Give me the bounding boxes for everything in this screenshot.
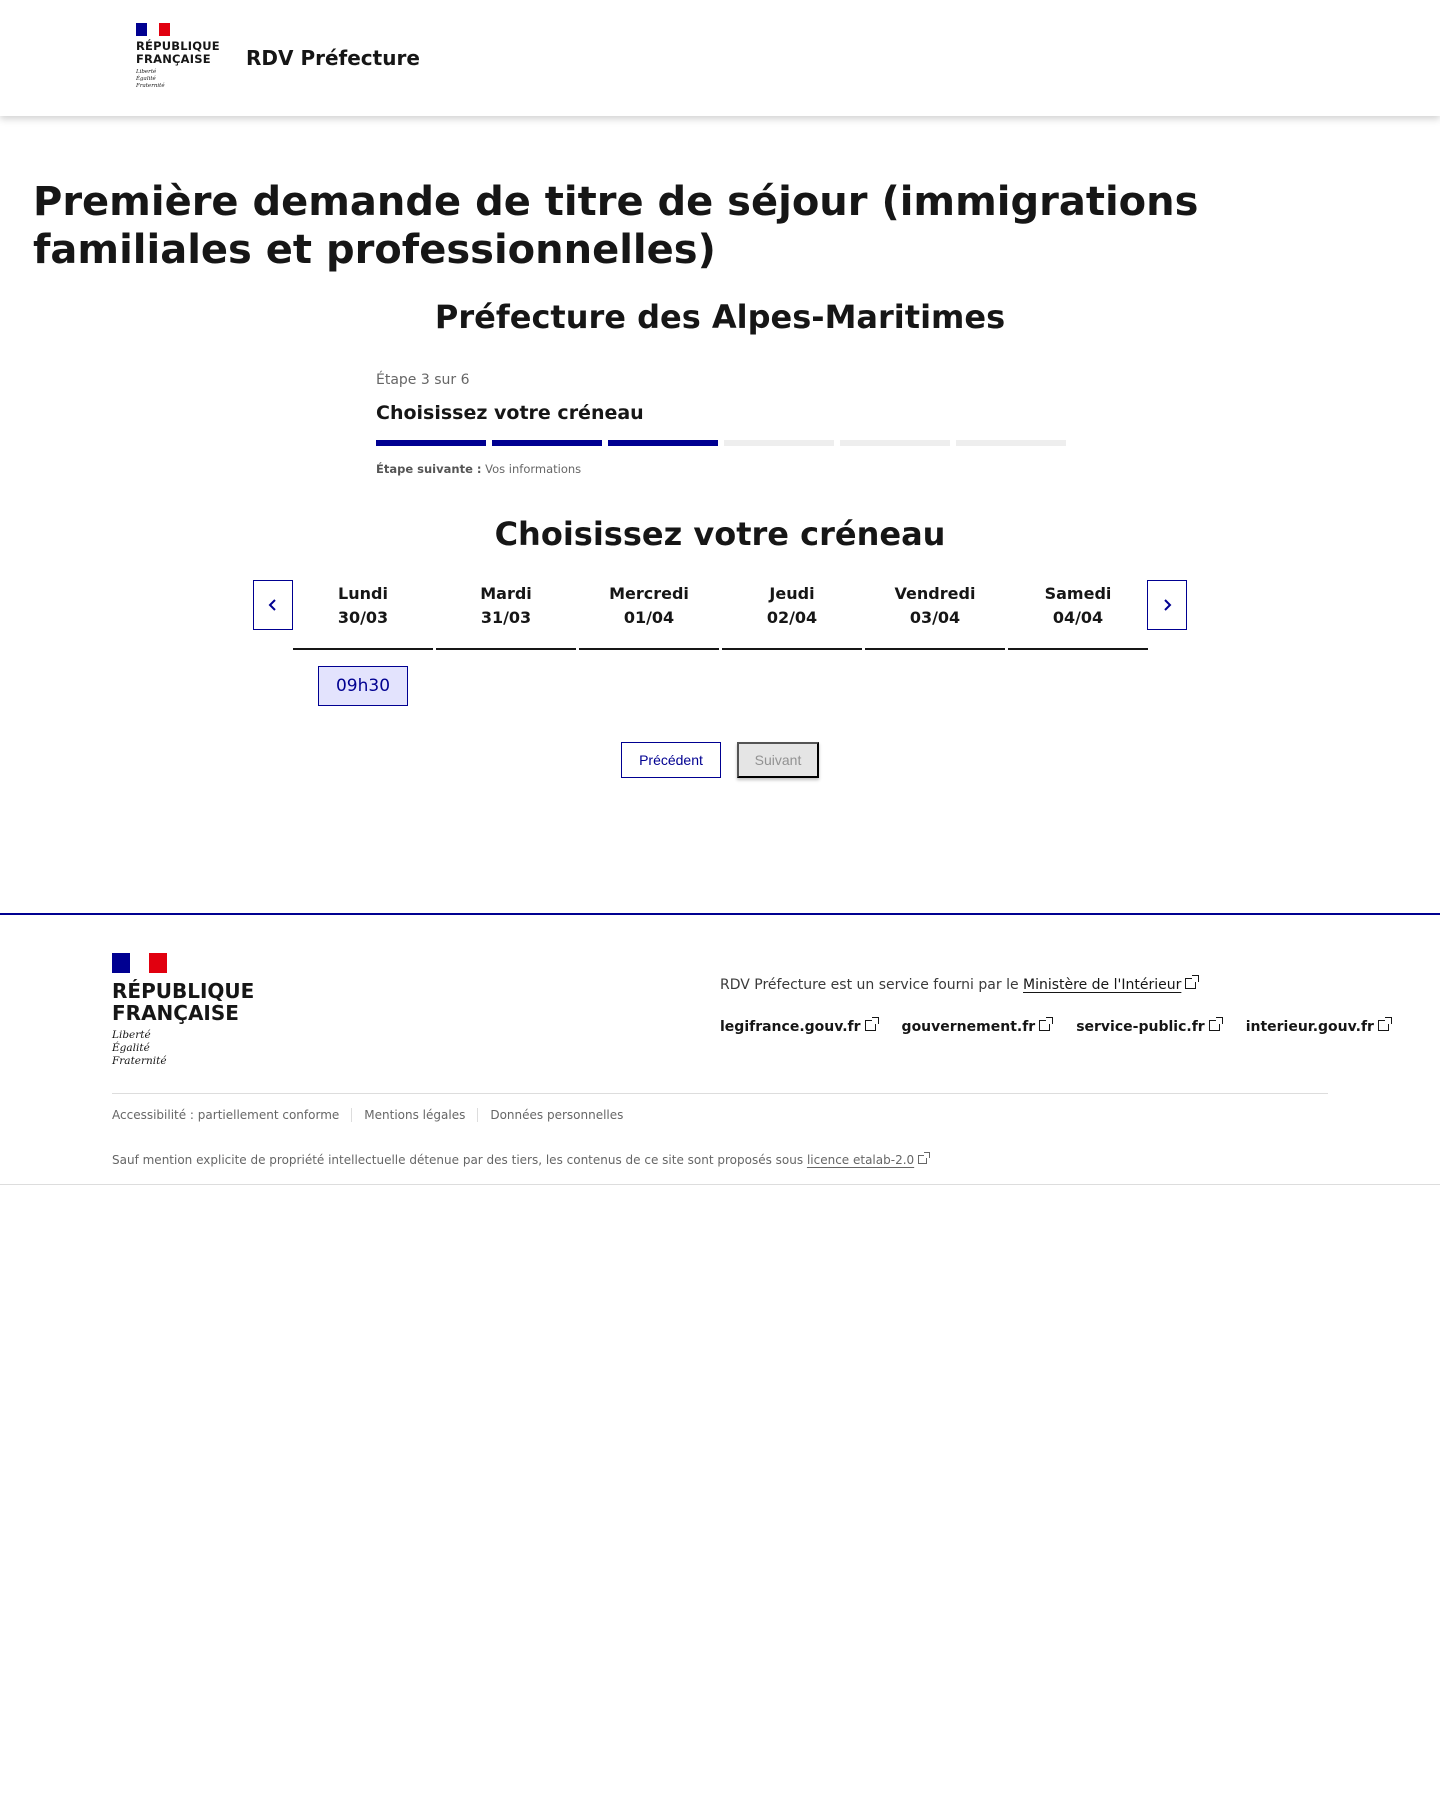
logo-text-line2: FRANÇAISE: [136, 52, 211, 66]
slots-title: Choisissez votre créneau: [494, 515, 946, 553]
step-next-label: Étape suivante :: [376, 462, 482, 476]
step-state: Étape 3 sur 6: [376, 372, 470, 388]
step-next: [376, 462, 1066, 476]
prefecture-title: Préfecture des Alpes-Maritimes: [434, 298, 1006, 336]
footer-logo[interactable]: [112, 953, 254, 1068]
footer-logo-motto: Liberté Égalité Fraternité: [112, 1029, 167, 1067]
day-name: Mercredi: [609, 584, 689, 603]
day-date: 04/04: [1052, 608, 1104, 627]
day-column: [293, 580, 433, 650]
logo-text-line1: RÉPUBLIQUE: [136, 39, 220, 53]
site-footer: [0, 913, 1440, 1185]
day-column: [722, 580, 862, 650]
day-name: Samedi: [1044, 584, 1112, 603]
day-column: [1008, 580, 1148, 650]
footer-divider: [112, 1093, 1328, 1094]
day-date: 01/04: [623, 608, 675, 627]
days-header: [293, 580, 1148, 650]
day-name: Vendredi: [894, 584, 976, 603]
footer-description: RDV Préfecture est un service fourni par le Ministère de l'Intérieur: [720, 977, 1196, 993]
page-title: Première demande de titre de séjour (immigrations familiales et professionnelles): [33, 179, 1199, 273]
footer-link-service-public[interactable]: service-public.fr: [1076, 1019, 1219, 1035]
step-bar: [840, 440, 950, 446]
external-link-icon: [865, 1020, 876, 1031]
step-bar: [956, 440, 1066, 446]
step-title: Choisissez votre créneau: [376, 402, 644, 424]
chevron-right-icon: [1161, 598, 1173, 612]
legal-notice-link[interactable]: Mentions légales: [351, 1108, 477, 1122]
footer-bottom-links: [112, 1108, 635, 1122]
step-bar: [608, 440, 718, 446]
previous-button[interactable]: Précédent: [621, 742, 721, 778]
stepper: [376, 372, 1066, 476]
day-name: Lundi: [338, 584, 388, 603]
marianne-flag-icon: [136, 23, 170, 36]
step-progress-bar: [376, 440, 1066, 446]
day-column: [865, 580, 1005, 650]
day-date: 31/03: [480, 608, 532, 627]
step-bar: [376, 440, 486, 446]
external-link-icon: [1378, 1020, 1389, 1031]
footer-link-interieur[interactable]: interieur.gouv.fr: [1246, 1019, 1389, 1035]
ministere-link[interactable]: Ministère de l'Intérieur: [1023, 977, 1196, 993]
personal-data-link[interactable]: Données personnelles: [477, 1108, 635, 1122]
republique-francaise-logo[interactable]: [136, 23, 218, 90]
time-slot-button[interactable]: 09h30: [318, 666, 408, 706]
logo-motto: Liberté Égalité Fraternité: [136, 69, 165, 89]
step-next-value: Vos informations: [485, 462, 582, 476]
step-bar: [492, 440, 602, 446]
next-week-button[interactable]: [1147, 580, 1187, 630]
day-name: Mardi: [480, 584, 532, 603]
license-link[interactable]: licence etalab-2.0: [807, 1153, 927, 1167]
external-link-icon: [1209, 1020, 1220, 1031]
external-link-icon: [1039, 1020, 1050, 1031]
day-column: [579, 580, 719, 650]
footer-logo-line2: FRANÇAISE: [112, 1001, 239, 1025]
day-date: 30/03: [337, 608, 389, 627]
previous-week-button[interactable]: [253, 580, 293, 630]
step-bar: [724, 440, 834, 446]
footer-license: Sauf mention explicite de propriété intellectuelle détenue par des tiers, les contenus de ce site sont proposés sous licence etalab-2.0: [112, 1153, 927, 1167]
day-column: [436, 580, 576, 650]
external-link-icon: [1185, 978, 1196, 989]
day-date: 02/04: [766, 608, 818, 627]
site-header: [0, 0, 1440, 116]
footer-link-gouvernement[interactable]: gouvernement.fr: [902, 1019, 1051, 1035]
external-link-icon: [918, 1155, 927, 1164]
accessibility-link[interactable]: Accessibilité : partiellement conforme: [112, 1108, 340, 1122]
next-button[interactable]: Suivant: [737, 742, 819, 778]
chevron-left-icon: [267, 598, 279, 612]
day-name: Jeudi: [769, 584, 815, 603]
marianne-flag-icon: [112, 953, 167, 973]
service-title[interactable]: RDV Préfecture: [246, 46, 420, 70]
footer-links: [720, 1019, 1389, 1035]
footer-logo-line1: RÉPUBLIQUE: [112, 979, 255, 1003]
footer-link-legifrance[interactable]: legifrance.gouv.fr: [720, 1019, 876, 1035]
day-date: 03/04: [909, 608, 961, 627]
